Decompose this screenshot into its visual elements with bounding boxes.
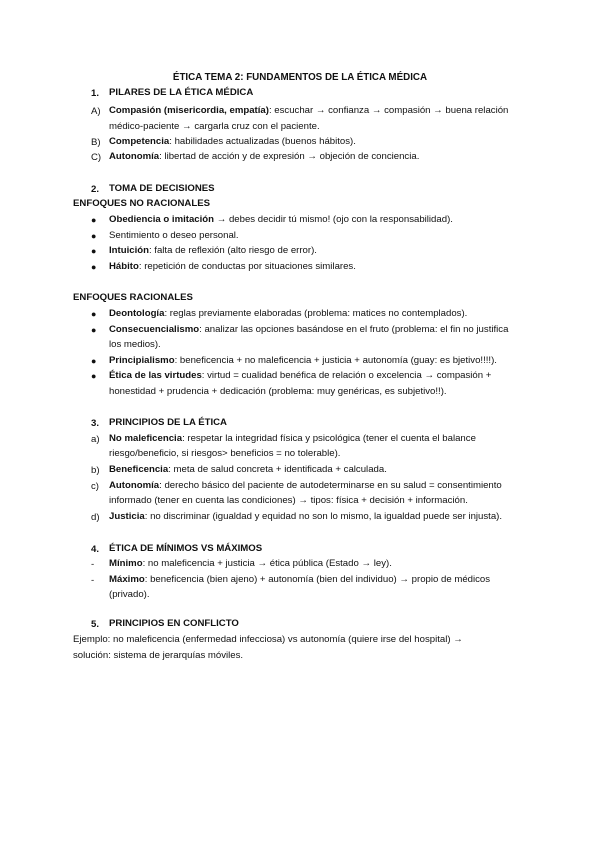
item-term: Justicia [109, 511, 145, 522]
item-term: Beneficencia [109, 464, 169, 475]
item-text: : no maleficencia + justicia → ética pública (Estado → ley). [142, 558, 392, 569]
list-item [109, 323, 508, 336]
bullet-icon: ● [91, 309, 97, 319]
list-item [109, 104, 508, 117]
subheading-racionales: ENFOQUES RACIONALES [73, 292, 193, 303]
item-marker: a) [91, 434, 100, 445]
item-text: : reglas previamente elaboradas (problema: matices no contemplados). [164, 308, 468, 319]
item-marker: - [91, 559, 95, 570]
section-5-number: 5. [91, 619, 100, 630]
item-text: : meta de salud concreta + identificada + calculada. [168, 464, 387, 475]
bullet-icon: ● [91, 325, 97, 335]
section-4-heading: ÉTICA DE MÍNIMOS VS MÁXIMOS [109, 543, 263, 554]
bullet-icon: ● [91, 231, 97, 241]
item-text: : derecho básico del paciente de autodeterminarse en su salud = consentimiento [159, 480, 502, 491]
item-term: Autonomía [109, 480, 160, 491]
item-continuation: informado (tener en cuenta las condiciones) → tipos: física + decisión + información. [109, 495, 468, 506]
list-item [109, 213, 453, 226]
item-text: : no discriminar (igualdad y equidad no son lo mismo, la igualdad puede ser injusta). [144, 511, 503, 522]
item-continuation: riesgo/beneficio, si riesgos> beneficios = no tolerable). [109, 448, 341, 459]
bullet-icon: ● [91, 262, 97, 272]
section-2-heading: TOMA DE DECISIONES [109, 183, 215, 194]
item-text: : beneficencia + no maleficencia + justicia + autonomía (guay: es bjetivo!!!!). [174, 355, 497, 366]
section-3-number: 3. [91, 418, 100, 429]
section-1-number: 1. [91, 88, 100, 99]
item-text: : respetar la integridad física y psicológica (tener el cuenta el balance [182, 433, 476, 444]
item-marker: d) [91, 512, 100, 523]
item-term: No maleficencia [109, 433, 183, 444]
item-term: Competencia [109, 136, 170, 147]
item-term: Deontología [109, 308, 165, 319]
example-continuation: solución: sistema de jerarquías móviles. [73, 650, 244, 661]
item-marker: b) [91, 465, 100, 476]
list-item [109, 369, 491, 382]
item-term: Mínimo [109, 558, 143, 569]
bullet-icon: ● [91, 215, 97, 225]
list-item [109, 557, 392, 570]
item-term: Compasión (misericordia, empatía) [109, 105, 269, 116]
list-item [109, 150, 419, 163]
item-marker: - [91, 575, 95, 586]
item-text: : habilidades actualizadas (buenos hábitos). [169, 136, 356, 147]
item-term: Principialismo [109, 355, 175, 366]
list-item [109, 479, 502, 492]
item-text: : analizar las opciones basándose en el fruto (problema: el fin no justifica [199, 324, 509, 335]
section-3-heading: PRINCIPIOS DE LA ÉTICA [109, 417, 227, 428]
item-continuation: (privado). [109, 589, 150, 600]
item-text: : escuchar → confianza → compasión → buena relación [268, 105, 509, 116]
list-item [109, 135, 356, 148]
list-item: Sentimiento o deseo personal. [109, 230, 239, 241]
bullet-icon: ● [91, 371, 97, 381]
item-marker: C) [91, 152, 102, 163]
list-item [109, 244, 317, 257]
section-1-heading: PILARES DE LA ÉTICA MÉDICA [109, 87, 254, 98]
item-term: Intuición [109, 245, 149, 256]
subheading-no-racionales: ENFOQUES NO RACIONALES [73, 198, 210, 209]
item-continuation: honestidad + prudencia + dedicación (problema: muy genéricas, es subjetivo!!). [109, 386, 447, 397]
list-item [109, 260, 356, 273]
list-item [109, 573, 490, 586]
bullet-icon: ● [91, 246, 97, 256]
item-term: Hábito [109, 261, 139, 272]
item-term: Ética de las virtudes [109, 370, 202, 381]
item-continuation: médico-paciente → cargarla cruz con el paciente. [109, 121, 320, 132]
item-text: : beneficencia (bien ajeno) + autonomía (bien del individuo) → propio de médicos [144, 574, 491, 585]
example-text: Ejemplo: no maleficencia (enfermedad infecciosa) vs autonomía (quiere irse del hospital) → [73, 634, 463, 645]
item-term: Autonomía [109, 151, 160, 162]
list-item [109, 432, 476, 445]
list-item [109, 510, 502, 523]
item-term: Obediencia o imitación [109, 214, 215, 225]
item-text: : virtud = cualidad benéfica de relación o excelencia → compasión + [201, 370, 492, 381]
section-4-number: 4. [91, 544, 100, 555]
item-marker: c) [91, 481, 99, 492]
item-text: : libertad de acción y de expresión → objeción de conciencia. [159, 151, 420, 162]
document-title: ÉTICA TEMA 2: FUNDAMENTOS DE LA ÉTICA MÉDICA [172, 72, 428, 83]
section-5-heading: PRINCIPIOS EN CONFLICTO [109, 618, 239, 629]
list-item [109, 463, 387, 476]
item-text: : falta de reflexión (alto riesgo de error). [148, 245, 317, 256]
item-text: → debes decidir tú mismo! (ojo con la responsabilidad). [214, 214, 453, 225]
item-term: Consecuencialismo [109, 324, 200, 335]
bullet-icon: ● [91, 356, 97, 366]
item-text: : repetición de conductas por situaciones similares. [138, 261, 356, 272]
item-marker: B) [91, 137, 101, 148]
item-continuation: los medios). [109, 339, 161, 350]
list-item [109, 354, 497, 367]
section-2-number: 2. [91, 184, 100, 195]
item-marker: A) [91, 106, 101, 117]
list-item [109, 307, 467, 320]
item-term: Máximo [109, 574, 145, 585]
